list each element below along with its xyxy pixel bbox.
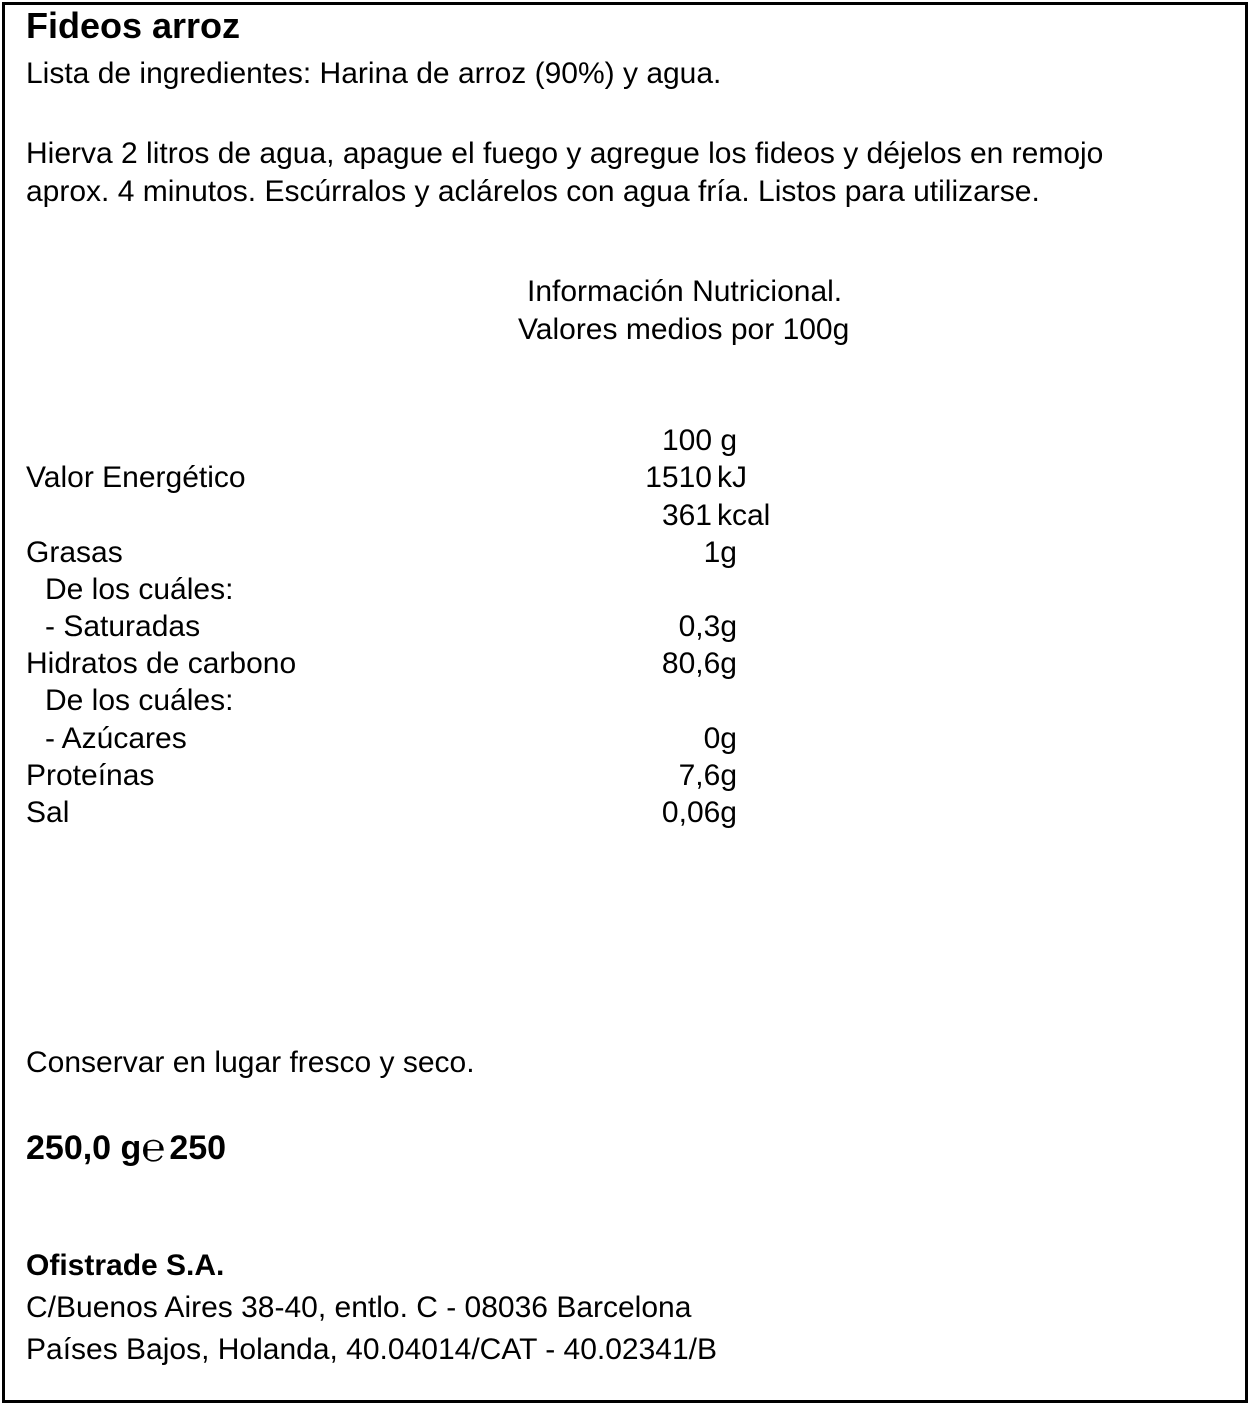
nutrition-row-value: 0,3g — [678, 610, 737, 643]
nutrition-row-label: Grasas — [26, 536, 123, 569]
net-weight-amount: 250,0 g — [26, 1129, 142, 1167]
company-address: C/Buenos Aires 38-40, entlo. C - 08036 Barcelona — [26, 1291, 692, 1324]
ingredients-list: Lista de ingredientes: Harina de arroz (90%) y agua. — [26, 57, 722, 90]
nutrition-row-label: Hidratos de carbono — [26, 647, 297, 680]
product-title: Fideos arroz — [26, 5, 241, 46]
net-weight-volume: 250 — [169, 1129, 227, 1167]
nutrition-row-label: - Azúcares — [45, 722, 187, 755]
company-registry: Países Bajos, Holanda, 40.04014/CAT - 40.02341/B — [26, 1333, 718, 1366]
net-weight — [26, 1126, 227, 1170]
nutrition-subheading: Valores medios por 100g — [518, 313, 850, 346]
storage-instructions: Conservar en lugar fresco y seco. — [26, 1046, 475, 1079]
estimated-sign-icon: ℮ — [141, 1126, 166, 1170]
nutrition-row-value: 0,06g — [661, 796, 737, 829]
nutrition-heading: Información Nutricional. — [527, 275, 843, 308]
instructions-line-2: aprox. 4 minutos. Escúrralos y aclárelos con agua fría. Listos para utilizarse. — [26, 175, 1040, 208]
nutrition-row-value: 1510 — [645, 461, 712, 494]
instructions-line-1: Hierva 2 litros de agua, apague el fuego y agregue los fideos y déjelos en remojo — [26, 137, 1104, 170]
nutrition-column-header: 100 g — [662, 424, 738, 457]
nutrition-row-value: 0g — [703, 722, 737, 755]
nutrition-row-label: Valor Energético — [26, 461, 246, 494]
company-name: Ofistrade S.A. — [26, 1249, 225, 1282]
nutrition-row-unit: kJ — [717, 461, 747, 494]
nutrition-row-label: De los cuáles: — [45, 684, 234, 717]
nutrition-row-value: 1g — [703, 536, 737, 569]
nutrition-row-value: 7,6g — [678, 759, 737, 792]
nutrition-row-value: 80,6g — [661, 647, 737, 680]
nutrition-row-label: Proteínas — [26, 759, 155, 792]
nutrition-row-label: De los cuáles: — [45, 573, 234, 606]
nutrition-row-value: 361 — [661, 499, 712, 532]
nutrition-row-label: - Saturadas — [45, 610, 201, 643]
nutrition-row-label: Sal — [26, 796, 70, 829]
nutrition-row-unit: kcal — [717, 499, 771, 532]
